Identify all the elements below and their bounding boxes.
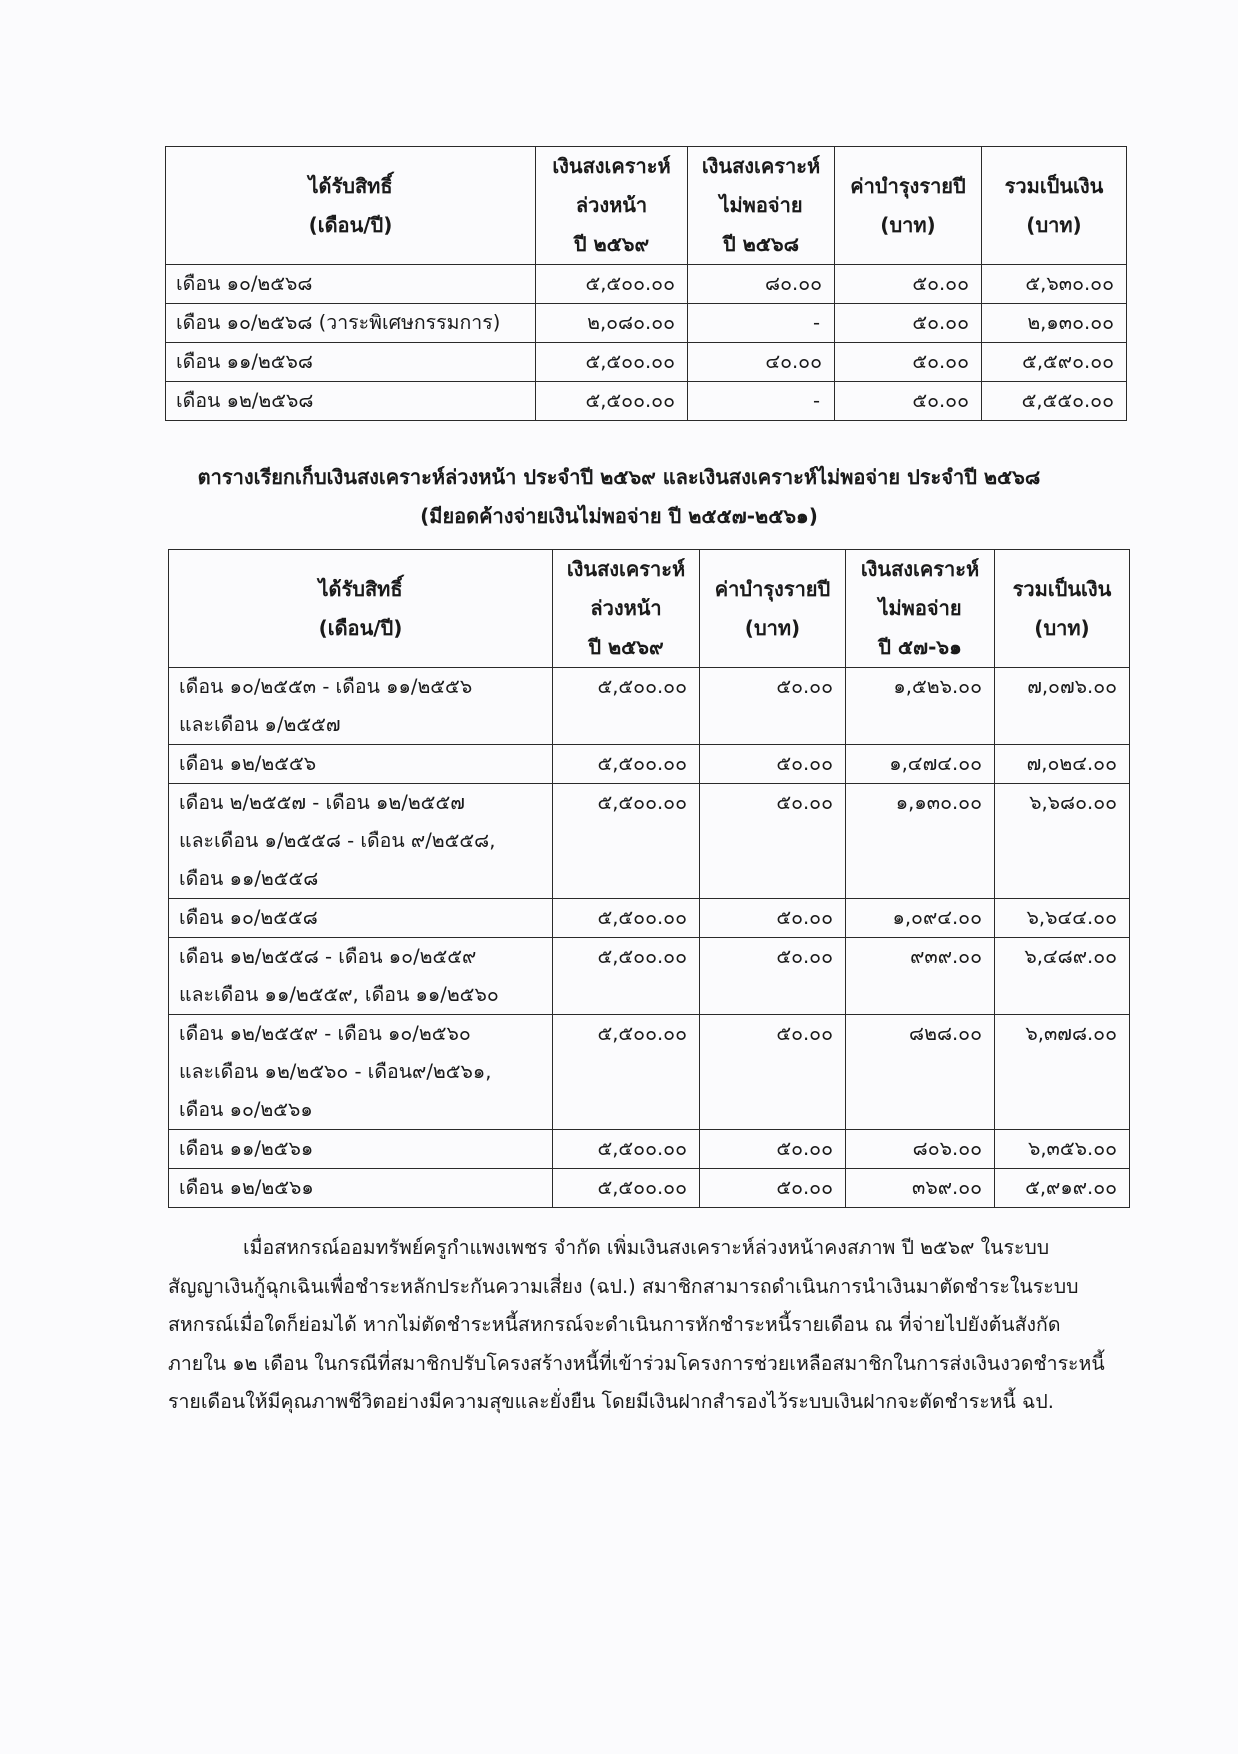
cell-fee: ๕๐.๐๐: [700, 938, 846, 1015]
cell-period: เดือน ๑๑/๒๕๖๘: [166, 343, 536, 382]
paragraph-line: ภายใน ๑๒ เดือน ในกรณีที่สมาชิกปรับโครงสร้างหนี้ที่เข้าร่วมโครงการช่วยเหลือสมาชิกในการส่งเงินงวดชำระหนี้: [168, 1351, 1105, 1375]
header-annual-fee: ค่าบำรุงรายปี (บาท): [700, 550, 846, 668]
cell-period: เดือน ๑๒/๒๕๕๖: [169, 745, 553, 784]
cell-advance: ๕,๕๐๐.๐๐: [536, 343, 688, 382]
cell-total: ๗,๐๗๖.๐๐: [995, 668, 1130, 745]
cell-shortfall: ๑,๑๓๐.๐๐: [846, 784, 995, 899]
header-annual-fee: ค่าบำรุงรายปี (บาท): [835, 147, 982, 265]
cell-period: เดือน ๑๐/๒๕๖๘: [166, 265, 536, 304]
header-shortfall-aid: เงินสงเคราะห์ ไม่พอจ่าย ปี ๒๕๖๘: [688, 147, 835, 265]
cell-total: ๖,๓๗๘.๐๐: [995, 1015, 1130, 1130]
header-eligibility: ได้รับสิทธิ์ (เดือน/ปี): [169, 550, 553, 668]
cell-shortfall: ๓๖๙.๐๐: [846, 1169, 995, 1208]
cell-total: ๖,๖๘๐.๐๐: [995, 784, 1130, 899]
cell-total: ๕,๙๑๙.๐๐: [995, 1169, 1130, 1208]
cell-period: เดือน ๑๒/๒๕๕๘ - เดือน ๑๐/๒๕๕๙ และเดือน ๑๑/๒๕๕๙, เดือน ๑๑/๒๕๖๐: [169, 938, 553, 1015]
cell-period: เดือน ๑๒/๒๕๖๘: [166, 382, 536, 421]
cell-total: ๕,๖๓๐.๐๐: [982, 265, 1127, 304]
header-advance-aid: เงินสงเคราะห์ ล่วงหน้า ปี ๒๕๖๙: [553, 550, 700, 668]
paragraph-line: รายเดือนให้มีคุณภาพชีวิตอย่างมีความสุขและยั่งยืน โดยมีเงินฝากสำรองไว้ระบบเงินฝากจะตัดชำระหนี้ ฉป.: [168, 1390, 1054, 1413]
cell-advance: ๒,๐๘๐.๐๐: [536, 304, 688, 343]
table-row: [169, 938, 1130, 1015]
header-total: รวมเป็นเงิน (บาท): [982, 147, 1127, 265]
cell-fee: ๕๐.๐๐: [835, 265, 982, 304]
cell-total: ๖,๖๔๔.๐๐: [995, 899, 1130, 938]
notice-paragraph: [168, 1229, 1128, 1422]
header-eligibility: ได้รับสิทธิ์ (เดือน/ปี): [166, 147, 536, 265]
table-row: [169, 784, 1130, 899]
cell-fee: ๕๐.๐๐: [700, 668, 846, 745]
cell-advance: ๕,๕๐๐.๐๐: [553, 668, 700, 745]
cell-fee: ๕๐.๐๐: [835, 304, 982, 343]
section-title: ตารางเรียกเก็บเงินสงเคราะห์ล่วงหน้า ประจำปี ๒๕๖๙ และเงินสงเคราะห์ไม่พอจ่าย ประจำปี ๒๕๖๘: [197, 465, 1041, 489]
table-row: [169, 668, 1130, 745]
table-2569-membership: [165, 146, 1127, 421]
cell-advance: ๕,๕๐๐.๐๐: [553, 1169, 700, 1208]
table-header-row: [169, 550, 1130, 668]
cell-advance: ๕,๕๐๐.๐๐: [536, 265, 688, 304]
paragraph-line: สหกรณ์เมื่อใดก็ย่อมได้ หากไม่ตัดชำระหนี้สหกรณ์จะดำเนินการหักชำระหนี้รายเดือน ณ ที่จ่ายไปยังต้นสังกัด: [168, 1313, 1061, 1336]
cell-shortfall: ๘๒๘.๐๐: [846, 1015, 995, 1130]
cell-fee: ๕๐.๐๐: [700, 745, 846, 784]
cell-advance: ๕,๕๐๐.๐๐: [553, 745, 700, 784]
cell-total: ๖,๓๕๖.๐๐: [995, 1130, 1130, 1169]
cell-period: เดือน ๑๐/๒๕๕๘: [169, 899, 553, 938]
cell-total: ๖,๔๘๙.๐๐: [995, 938, 1130, 1015]
section-subtitle: (มียอดค้างจ่ายเงินไม่พอจ่าย ปี ๒๕๕๗-๒๕๖๑): [420, 504, 818, 528]
table-row: [169, 1130, 1130, 1169]
cell-fee: ๕๐.๐๐: [700, 784, 846, 899]
cell-advance: ๕,๕๐๐.๐๐: [553, 899, 700, 938]
cell-period: เดือน ๑๐/๒๕๕๓ - เดือน ๑๑/๒๕๕๖ และเดือน ๑/๒๕๕๗: [169, 668, 553, 745]
paragraph-line: สัญญาเงินกู้ฉุกเฉินเพื่อชำระหลักประกันความเสี่ยง (ฉป.) สมาชิกสามารถดำเนินการนำเงินมาตัดชำระในระบบ: [168, 1274, 1079, 1298]
cell-period: เดือน ๑๒/๒๕๖๑: [169, 1169, 553, 1208]
cell-fee: ๕๐.๐๐: [700, 1130, 846, 1169]
header-advance-aid: เงินสงเคราะห์ ล่วงหน้า ปี ๒๕๖๙: [536, 147, 688, 265]
cell-total: ๕,๕๙๐.๐๐: [982, 343, 1127, 382]
cell-advance: ๕,๕๐๐.๐๐: [553, 938, 700, 1015]
table-row: [166, 343, 1127, 382]
cell-total: ๕,๕๕๐.๐๐: [982, 382, 1127, 421]
cell-fee: ๕๐.๐๐: [700, 1169, 846, 1208]
table-row: [169, 899, 1130, 938]
cell-shortfall: ๘๐.๐๐: [688, 265, 835, 304]
table-row: [169, 1169, 1130, 1208]
header-shortfall-aid: เงินสงเคราะห์ ไม่พอจ่าย ปี ๕๗-๖๑: [846, 550, 995, 668]
table-arrears-2557-2561: [168, 549, 1130, 1208]
cell-advance: ๕,๕๐๐.๐๐: [553, 1130, 700, 1169]
cell-shortfall: ๘๐๖.๐๐: [846, 1130, 995, 1169]
cell-period: เดือน ๑๐/๒๕๖๘ (วาระพิเศษกรรมการ): [166, 304, 536, 343]
cell-period: เดือน ๑๒/๒๕๕๙ - เดือน ๑๐/๒๕๖๐ และเดือน ๑๒/๒๕๖๐ - เดือน๙/๒๕๖๑, เดือน ๑๐/๒๕๖๑: [169, 1015, 553, 1130]
table-row: [169, 1015, 1130, 1130]
cell-fee: ๕๐.๐๐: [700, 899, 846, 938]
cell-shortfall: -: [688, 382, 835, 421]
cell-fee: ๕๐.๐๐: [835, 343, 982, 382]
table-row: [166, 382, 1127, 421]
cell-shortfall: ๙๓๙.๐๐: [846, 938, 995, 1015]
cell-shortfall: ๔๐.๐๐: [688, 343, 835, 382]
table-row: [166, 304, 1127, 343]
table-row: [166, 265, 1127, 304]
cell-fee: ๕๐.๐๐: [835, 382, 982, 421]
cell-fee: ๕๐.๐๐: [700, 1015, 846, 1130]
cell-total: ๒,๑๓๐.๐๐: [982, 304, 1127, 343]
table-row: [169, 745, 1130, 784]
cell-advance: ๕,๕๐๐.๐๐: [553, 784, 700, 899]
cell-shortfall: ๑,๔๗๔.๐๐: [846, 745, 995, 784]
cell-advance: ๕,๕๐๐.๐๐: [536, 382, 688, 421]
cell-advance: ๕,๕๐๐.๐๐: [553, 1015, 700, 1130]
cell-shortfall: -: [688, 304, 835, 343]
paragraph-line: เมื่อสหกรณ์ออมทรัพย์ครูกำแพงเพชร จำกัด เพิ่มเงินสงเคราะห์ล่วงหน้าคงสภาพ ปี ๒๕๖๙ ในระบบ: [243, 1236, 1050, 1259]
cell-shortfall: ๑,๕๒๖.๐๐: [846, 668, 995, 745]
table-header-row: [166, 147, 1127, 265]
cell-period: เดือน ๑๑/๒๕๖๑: [169, 1130, 553, 1169]
cell-total: ๗,๐๒๔.๐๐: [995, 745, 1130, 784]
cell-period: เดือน ๒/๒๕๕๗ - เดือน ๑๒/๒๕๕๗ และเดือน ๑/๒๕๕๘ - เดือน ๙/๒๕๕๘, เดือน ๑๑/๒๕๕๘: [169, 784, 553, 899]
header-total: รวมเป็นเงิน (บาท): [995, 550, 1130, 668]
cell-shortfall: ๑,๐๙๔.๐๐: [846, 899, 995, 938]
